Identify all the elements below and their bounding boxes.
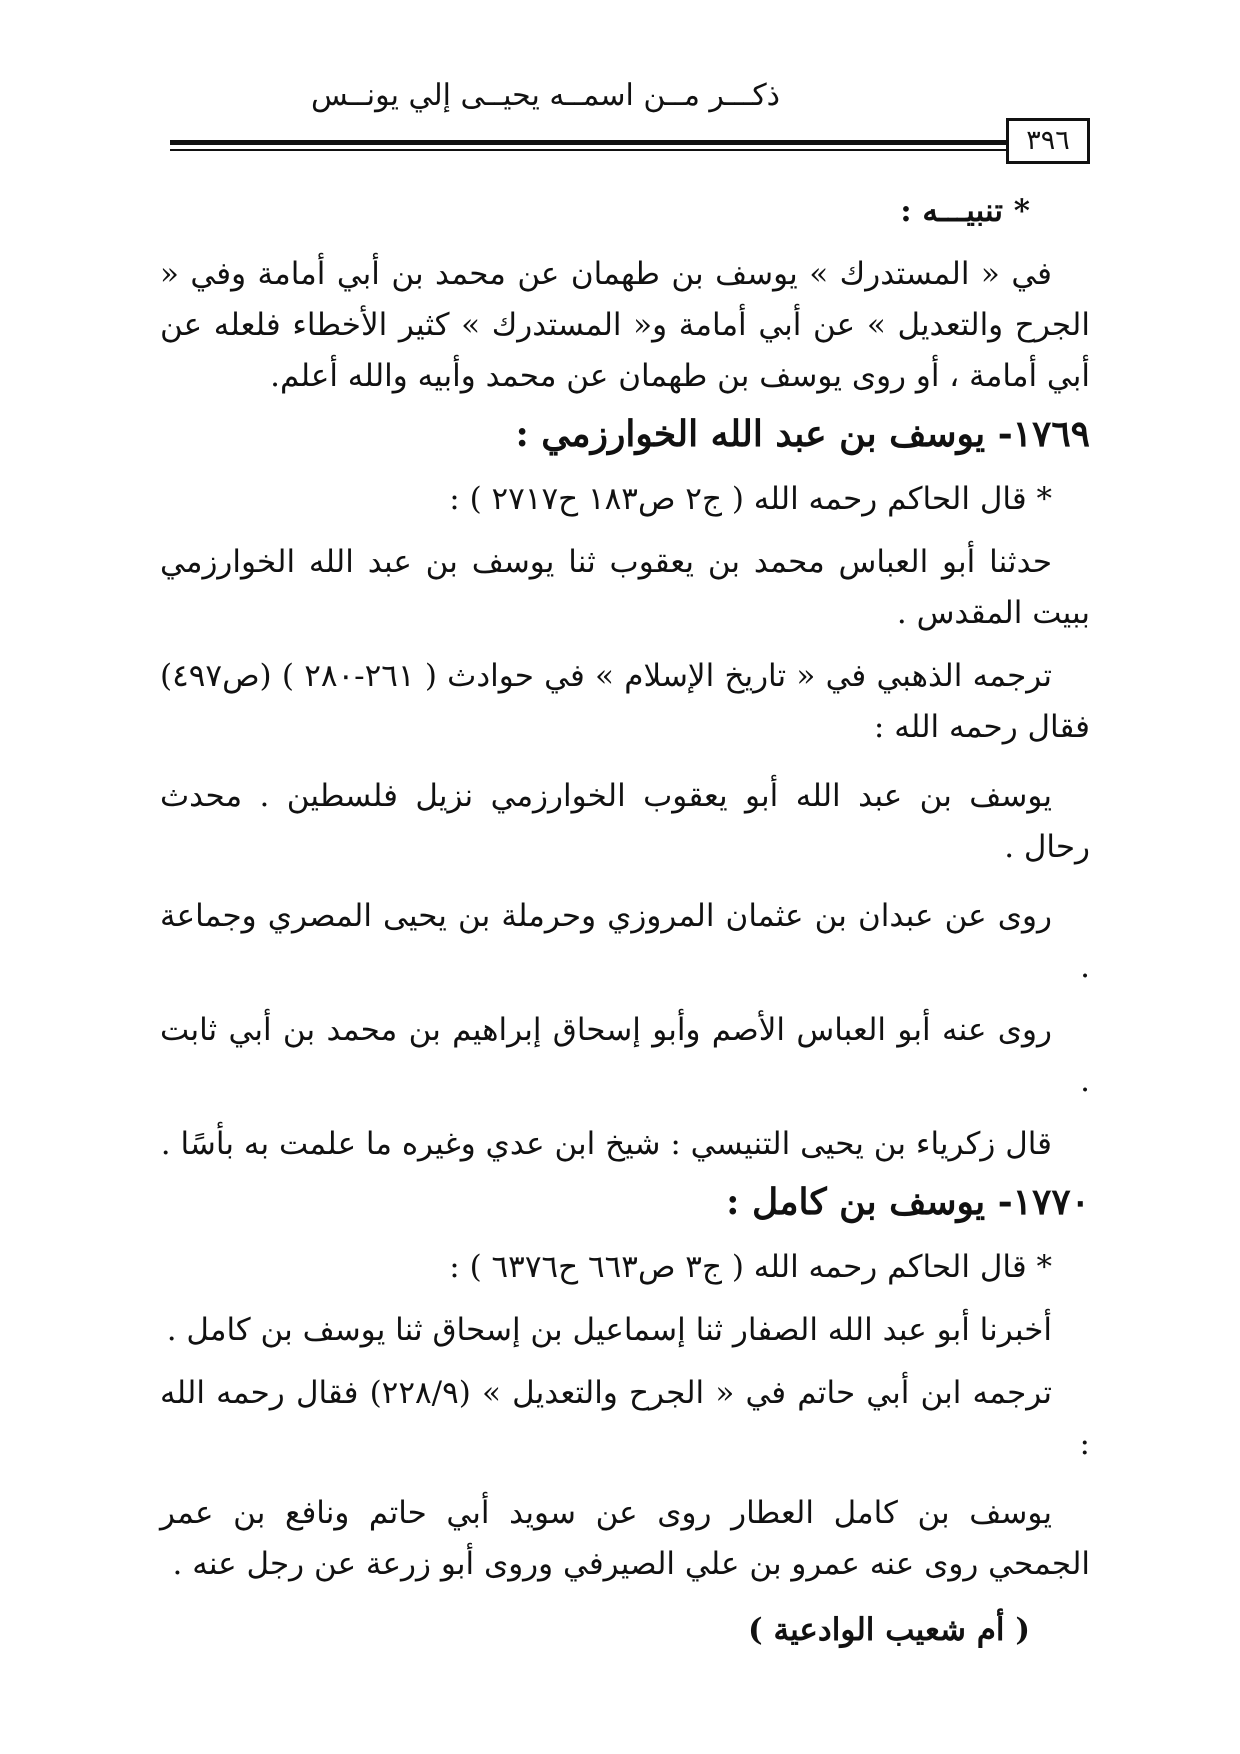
entry-1770-tarjama-intro: ترجمه ابن أبي حاتم في « الجرح والتعديل » (٢٢٨/٩) فقال رحمه الله : <box>160 1375 1090 1462</box>
entry-1769-heading: ١٧٦٩- يوسف بن عبد الله الخوارزمي : <box>515 413 1090 455</box>
entry-1769-tarjama-intro: ترجمه الذهبي في « تاريخ الإسلام » في حوادث ( ٢٦١-٢٨٠ ) (ص٤٩٧) فقال رحمه الله : <box>160 658 1090 745</box>
note-text: في « المستدرك » يوسف بن طهمان عن محمد بن أبي أمامة وفي « الجرح والتعديل » عن أبي أمامة و« المستدرك » كثير الأخطاء فلعله عن أبي أمامة ، أو روى يوسف بن طهمان عن محمد وأبيه والله أعلم. <box>160 256 1090 394</box>
running-title: ذكـــر مــن اسمــه يحيــى إلي يونــس <box>310 78 780 113</box>
page-number: ٣٩٦ <box>1006 118 1090 164</box>
entry-1769-bio: يوسف بن عبد الله أبو يعقوب الخوارزمي نزيل فلسطين . محدث رحال . <box>160 778 1090 865</box>
book-page <box>160 60 1090 1700</box>
header-rule-thick <box>170 140 1090 145</box>
note-heading: * تنبيـــه : <box>900 193 1030 229</box>
entry-1770-heading: ١٧٧٠- يوسف بن كامل : <box>726 1181 1090 1223</box>
page-body <box>160 185 1090 1656</box>
header-rule-thin <box>170 149 1090 151</box>
entry-1769-narrated-by: روى عنه أبو العباس الأصم وأبو إسحاق إبراهيم بن محمد بن أبي ثابت . <box>160 1012 1090 1099</box>
author-sign-off: ( أم شعيب الوادعية ) <box>748 1612 1030 1648</box>
entry-1769-narrated-from: روى عن عبدان بن عثمان المروزي وحرملة بن يحيى المصري وجماعة . <box>160 898 1090 985</box>
entry-1769-opinion: قال زكرياء بن يحيى التنيسي : شيخ ابن عدي وغيره ما علمت به بأسًا . <box>160 1126 1052 1162</box>
entry-1770-isnad: أخبرنا أبو عبد الله الصفار ثنا إسماعيل بن إسحاق ثنا يوسف بن كامل . <box>166 1312 1052 1348</box>
entry-1769-source: * قال الحاكم رحمه الله ( ج٢ ص١٨٣ ح٢٧١٧ ) : <box>449 481 1052 517</box>
entry-1769-isnad: حدثنا أبو العباس محمد بن يعقوب ثنا يوسف بن عبد الله الخوارزمي ببيت المقدس . <box>160 544 1090 631</box>
entry-1770-source: * قال الحاكم رحمه الله ( ج٣ ص٦٦٣ ح٦٣٧٦ ) : <box>449 1249 1052 1285</box>
running-header <box>160 60 1090 156</box>
entry-1770-bio: يوسف بن كامل العطار روى عن سويد أبي حاتم ونافع بن عمر الجمحي روى عنه عمرو بن علي الصيرفي وروى أبو زرعة عن رجل عنه . <box>160 1495 1090 1582</box>
